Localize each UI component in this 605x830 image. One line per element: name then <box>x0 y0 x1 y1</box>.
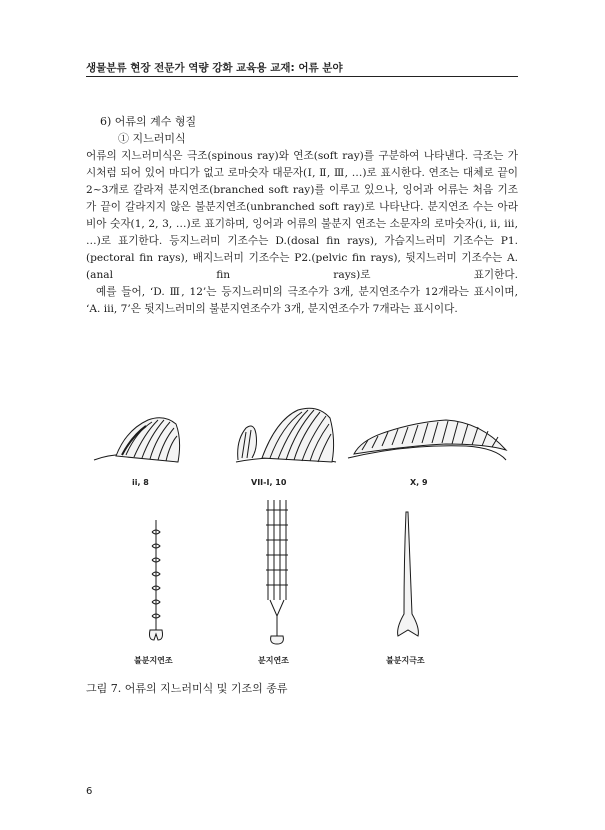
section-heading: 6) 어류의 계수 형질 <box>100 115 197 128</box>
ray-illustration-3 <box>398 512 419 636</box>
fin-label-1: ii, 8 <box>132 478 149 487</box>
paragraph-example: 예를 들어, ‘D. Ⅲ, 12’는 등지느러미의 극조수가 3개, 분지연조수가 12개라는 표시이며, ‘A. ⅲ, 7’은 뒷지느러미의 불분지연조수가 3개, 분지연조수가 7개라는 표시이다. <box>86 286 518 315</box>
ray-label-3: 불분지극조 <box>386 656 425 665</box>
ray-label-2: 분지연조 <box>258 656 289 665</box>
paragraph-fin-formula: 어류의 지느러미식은 극조(spinous ray)와 연조(soft ray)를 구분하여 나타낸다. 극조는 가시처럼 되어 있어 마디가 없고 로마숫자 대문자(Ⅰ, Ⅱ, Ⅲ, …)로 표시한다. 연조는 대체로 끝이 2~3개로 갈라져 분지연조(branched soft ray)를 이루고 있으나, 잉어과 어류는 처음 기조가 끝이 갈라지지 않은 불분지연조(unbranched soft ray)로 나타난다. 분지연조 수는 아라비아 숫자(1, 2, 3, …)로 표기하며, 잉어과 어류의 불분지 연조는 소문자의 로마숫자(ⅰ, ⅱ, ⅲ, …)로 표기한다. 등지느러미 기조수는 D.(dosal fin rays), 가슴지느러미 기조수는 P1.(pectoral fin rays), 배지느러미 기조수는 P2.(pelvic fin rays), 뒷지느러미 기조수는 A.(anal fin rays)로 표기한다. <box>86 150 518 281</box>
ray-illustration-1 <box>150 520 163 640</box>
subsection-heading: ① 지느러미식 <box>118 132 186 145</box>
fin-label-2: VII-I, 10 <box>251 478 287 487</box>
fin-ray-figure <box>86 400 518 675</box>
header-rule <box>86 76 518 77</box>
fin-illustration-3 <box>348 420 506 460</box>
ray-illustration-2 <box>266 500 288 644</box>
ray-label-1: 불분지연조 <box>134 656 173 665</box>
fin-illustration-1 <box>94 418 180 462</box>
fin-illustration-2 <box>236 408 336 462</box>
page-number: 6 <box>86 786 93 797</box>
figure-caption: 그림 7. 어류의 지느러미식 및 기조의 종류 <box>86 682 288 695</box>
fin-label-3: X, 9 <box>410 478 428 487</box>
body-text <box>86 148 518 318</box>
fin-ray-illustration <box>86 400 518 675</box>
running-header: 생물분류 현장 전문가 역량 강화 교육용 교재: 어류 분야 <box>86 62 343 74</box>
